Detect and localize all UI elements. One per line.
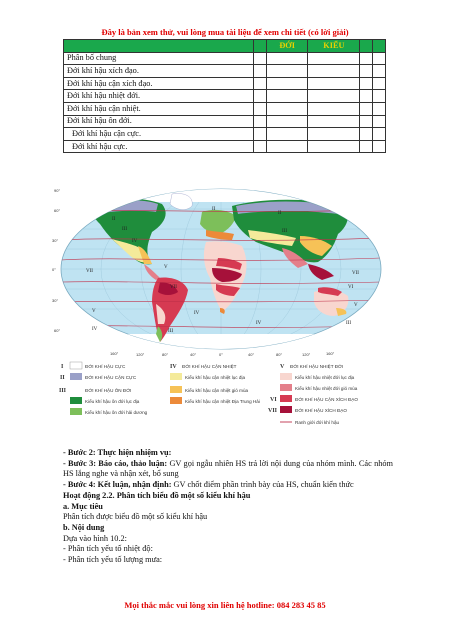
svg-text:ĐỚI KHÍ HẬU CẬN XÍCH ĐẠO: ĐỚI KHÍ HẬU CẬN XÍCH ĐẠO xyxy=(295,397,358,402)
table-row xyxy=(64,102,386,115)
svg-text:160°: 160° xyxy=(326,351,335,356)
step-3-label: - Bước 3: Báo cáo, thảo luận: xyxy=(63,458,168,468)
svg-text:III: III xyxy=(168,329,173,334)
svg-text:Kiểu khí hậu ôn đới hải dương: Kiểu khí hậu ôn đới hải dương xyxy=(85,410,148,415)
svg-text:ĐỚI KHÍ HẬU CẬN NHIỆT: ĐỚI KHÍ HẬU CẬN NHIỆT xyxy=(182,364,237,369)
svg-text:120°: 120° xyxy=(302,352,311,357)
svg-text:30°: 30° xyxy=(52,238,59,243)
row-label: Đới khí hậu cực. xyxy=(64,140,254,153)
polar-zone-south xyxy=(52,334,390,354)
svg-text:V: V xyxy=(92,309,96,314)
table-row xyxy=(64,90,386,103)
row-label: Phân bố chung xyxy=(64,52,254,65)
world-climate-map-figure xyxy=(52,184,390,444)
svg-text:VI: VI xyxy=(270,397,277,403)
svg-text:ĐỚI KHÍ HẬU CẬN CỰC: ĐỚI KHÍ HẬU CẬN CỰC xyxy=(85,375,137,380)
svg-text:III: III xyxy=(59,388,67,394)
section-a-title: a. Mục tiêu xyxy=(63,501,103,511)
svg-text:III: III xyxy=(282,229,287,234)
svg-text:Kiểu khí hậu nhiệt đới gió mùa: Kiểu khí hậu nhiệt đới gió mùa xyxy=(295,386,358,391)
map-legend xyxy=(59,362,358,425)
climate-zone-table xyxy=(63,39,386,153)
latitude-labels xyxy=(52,188,60,333)
legend-col-1 xyxy=(59,362,148,415)
polar-zone-north xyxy=(52,184,390,202)
header-cell-kieu: KIỂU xyxy=(308,40,360,53)
row-label: Đới khí hậu cận cực. xyxy=(64,128,254,141)
svg-text:80°: 80° xyxy=(162,352,169,357)
svg-text:IV: IV xyxy=(132,239,138,244)
svg-text:IV: IV xyxy=(256,321,262,326)
hotline-banner: Mọi thắc mắc vui lòng xin liên hệ hotline: 084 283 45 85 xyxy=(124,600,326,610)
table-header-row xyxy=(64,40,386,53)
header-cell xyxy=(254,40,267,53)
legend-col-3 xyxy=(268,362,358,425)
svg-text:IV: IV xyxy=(194,311,200,316)
step-4-text: GV chốt điểm phần trình bày của HS, chuẩn kiến thức xyxy=(171,480,354,490)
svg-text:60°: 60° xyxy=(54,208,61,213)
svg-text:Ranh giới đới khí hậu: Ranh giới đới khí hậu xyxy=(295,420,340,425)
svg-text:II: II xyxy=(112,217,116,222)
table-row xyxy=(64,128,386,141)
section-b-text-1: Dựa vào hình 10.2: xyxy=(63,533,127,543)
svg-text:VII: VII xyxy=(268,408,278,414)
svg-text:ĐỚI KHÍ HẬU XÍCH ĐẠO: ĐỚI KHÍ HẬU XÍCH ĐẠO xyxy=(295,408,347,413)
svg-text:80°: 80° xyxy=(276,352,283,357)
section-b-text-2: - Phân tích yếu tố nhiệt độ: xyxy=(63,544,153,554)
svg-text:VII: VII xyxy=(352,271,359,276)
lesson-steps xyxy=(63,448,393,566)
svg-text:ĐỚI KHÍ HẬU NHIỆT ĐỚI: ĐỚI KHÍ HẬU NHIỆT ĐỚI xyxy=(290,364,344,369)
svg-text:VI: VI xyxy=(348,285,354,290)
svg-text:II: II xyxy=(278,211,282,216)
svg-text:60°: 60° xyxy=(54,328,61,333)
section-a-text: Phân tích được biểu đồ một số kiểu khí hậu xyxy=(63,512,208,522)
step-3-text: GV gọi ngẫu nhiên HS trả lời nội dung của nhóm mình. Các nhóm HS lắng nghe và nhận xét, bổ sung xyxy=(63,458,393,479)
svg-text:0°: 0° xyxy=(52,267,56,272)
step-4-label: - Bước 4: Kết luận, nhận định: xyxy=(63,480,172,490)
svg-text:IV: IV xyxy=(92,327,98,332)
table-row xyxy=(64,65,386,78)
legend-col-2 xyxy=(170,362,260,404)
svg-text:I: I xyxy=(61,364,64,370)
svg-text:160°: 160° xyxy=(110,351,119,356)
svg-text:40°: 40° xyxy=(190,352,197,357)
svg-text:90°: 90° xyxy=(54,188,61,193)
climate-zone-map xyxy=(52,184,390,444)
table-row xyxy=(64,52,386,65)
activity-title: Hoạt động 2.2. Phân tích biểu đồ một số kiểu khí hậu xyxy=(63,490,251,500)
table-row xyxy=(64,140,386,153)
svg-text:VII: VII xyxy=(170,285,177,290)
svg-text:Kiểu khí hậu nhiệt đới lục địa: Kiểu khí hậu nhiệt đới lục địa xyxy=(295,375,355,380)
row-label: Đới khí hậu cận xích đạo. xyxy=(64,77,254,90)
table-row xyxy=(64,77,386,90)
section-b-title: b. Nội dung xyxy=(63,522,105,532)
svg-text:III: III xyxy=(346,321,351,326)
svg-text:120°: 120° xyxy=(136,352,145,357)
section-b-text-3: - Phân tích yếu tố lượng mưa: xyxy=(63,555,163,565)
svg-text:Kiểu khí hậu ôn đới lục địa: Kiểu khí hậu ôn đới lục địa xyxy=(85,399,140,404)
preview-banner: Đây là bản xem thử, vui lòng mua tài liệu để xem chi tiết (có lời giải) xyxy=(101,27,349,37)
header-cell xyxy=(64,40,254,53)
svg-text:V: V xyxy=(354,303,358,308)
table-row xyxy=(64,115,386,128)
svg-text:0°: 0° xyxy=(219,352,223,357)
row-label: Đới khí hậu ôn đới. xyxy=(64,115,254,128)
svg-text:V: V xyxy=(280,364,285,370)
svg-text:II: II xyxy=(212,207,216,212)
header-cell-doi: ĐỚI xyxy=(266,40,308,53)
svg-text:III: III xyxy=(122,227,127,232)
svg-text:ĐỚI KHÍ HẬU CỰC: ĐỚI KHÍ HẬU CỰC xyxy=(85,364,126,369)
svg-text:30°: 30° xyxy=(52,298,59,303)
svg-text:Kiểu khí hậu cận nhiệt lục địa: Kiểu khí hậu cận nhiệt lục địa xyxy=(185,375,246,380)
row-label: Đới khí hậu cận nhiệt. xyxy=(64,102,254,115)
svg-text:V: V xyxy=(164,265,168,270)
header-cell xyxy=(373,40,386,53)
svg-text:40°: 40° xyxy=(248,352,255,357)
svg-text:II: II xyxy=(60,375,65,381)
row-label: Đới khí hậu xích đạo. xyxy=(64,65,254,78)
svg-text:Kiểu khí hậu cận nhiệt gió mùa: Kiểu khí hậu cận nhiệt gió mùa xyxy=(185,388,249,393)
svg-text:Kiểu khí hậu cận nhiệt Địa Tru: Kiểu khí hậu cận nhiệt Địa Trung Hải xyxy=(185,399,260,404)
header-cell xyxy=(360,40,373,53)
longitude-labels xyxy=(110,351,335,357)
svg-text:ĐỚI KHÍ HẬU ÔN ĐỚI: ĐỚI KHÍ HẬU ÔN ĐỚI xyxy=(85,388,132,393)
row-label: Đới khí hậu nhiệt đới. xyxy=(64,90,254,103)
svg-text:VII: VII xyxy=(86,269,93,274)
svg-text:IV: IV xyxy=(170,364,177,370)
step-2-label: - Bước 2: Thực hiện nhiệm vụ: xyxy=(63,448,172,457)
